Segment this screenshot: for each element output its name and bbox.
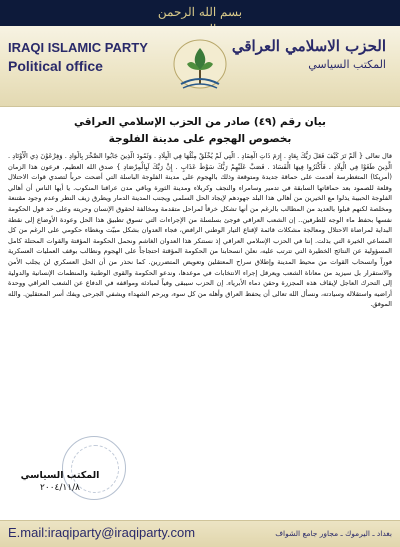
party-name-en: IRAQI ISLAMIC PARTY [8,40,148,55]
statement-title: بيان رقم (٤٩) صادر من الحزب الإسلامي العراقي [74,116,326,128]
footer-email[interactable]: E.mail:iraqiparty@iraqiparty.com [8,525,196,540]
office-name-ar: المكتب السياسي [308,58,386,71]
footer [0,520,400,547]
top-calligraphy: بسم الله الرحمن [157,5,243,19]
top-band [0,0,400,26]
office-name-en: Political office [8,58,103,74]
letterhead [0,26,400,107]
signature-office: المكتب السياسي [20,470,100,481]
statement-body: قال تعالى { أَلَمْ تَرَ كَيْفَ فَعَلَ رَبُّكَ بِعَادٍ . إِرَمَ ذَاتِ الْعِمَادِ . الَّتِي لَمْ يُخْلَقْ مِثْلُهَا فِي الْبِلَادِ . وَثَمُودَ الَّذِينَ جَابُوا الصَّخْرَ بِالْوَادِ . وَفِرْعَوْنَ ذِي الْأَوْتَادِ . الَّذِينَ طَغَوْا فِي الْبِلَادِ . فَأَكْثَرُوا فِيهَا الْفَسَادَ . فَصَبَّ عَلَيْهِمْ رَبُّكَ سَوْطَ عَذَابٍ . إِنَّ رَبَّكَ لَبِالْمِرْصَادِ } صدق الله العظيم. فرعون هذا الزمان (أمريكا) المتغطرسة أقدمت على حماقة جديدة ومتوقعة وذلك بالهجوم على مدينة الفلوجة الباسلة التي أضحت حرباً لتصدي قوات الاحتلال وقلعة للصمود بعد حماقاتها السابقة في تدمير وسامراء والنجف وكربلاء ومدينة الثورة وباقي مدن عراقنا المنكوب. يا أيها الناس أن أهالي الفلوجة الحبيبة يذلوا مع الخيرين من أهالي هذا البلد جهودهم لإيجاد الحل السلمي ويجنب المدينة الدمار ويطرق زيف النظر وعدم وجود مقتنعة ومخلصة لكنهم قبلوا بالعديد من المطالب بالرغم من أنها تشكل خرقاً لمراحل متقدمة ومخالفة لحقوق الإنسان وحريته وعلى حد قول الحكومة نفسها بحفظ ماء الوجه للطرفين.. إن الشعب العراقي فوجئ بسلسلة من الإجراءات التي تسوق تطبيق هذا الحل وعودة الأوضاع إلى نقطة البداية لمراضاة الاحتلال ومعالجة مشكلات قائمة لإقناع التيار الوطني الرافض، فجاء العدوان بشكل مبيّت وبغطاء حكومي على الرغم من كل المساعي الخيرة التي بذلت. إننا في الحزب الإسلامي العراقي إذ نستنكر هذا العدوان الغاشم ونحمل الحكومة المؤقتة والقوات المحتلة كامل المسؤولية عن النتائج الخطيرة التي تترتب عليه، نعلن انسحابنا من الحكومة المؤقتة احتجاجاً على الهجوم ونطالب بوقف العمليات العسكرية فوراً وانسحاب القوات من محيط المدينة وإطلاق سراح المعتقلين وتعويض المتضررين. كما نحذر من أن الحل العسكري لن يجلب الأمن والاستقرار بل سيزيد من معاناة الشعب ويعرقل إجراء الانتخابات في موعدها، وندعو الحكومة والقوى الوطنية والمنظمات الإنسانية والدولية إلى التحرك العاجل لإيقاف هذه المجزرة وحقن دماء الأبرياء. إن الحزب سيبقى وفياً لمبادئه ومواقفه في الدفاع عن الشعب العراقي ووحدة أراضيه واستقلاله وسيادته، ونسأل الله تعالى أن يحفظ العراق وأهله من كل سوء، ويرحم الشهداء ويشفي الجرحى ويفك أسر المعتقلين. والله الموفق. [8,152,392,309]
signature-date: ٢٠٠٤/١١/٨ [40,483,80,493]
statement-subtitle: بخصوص الهجوم على مدينة الفلوجة [108,133,292,145]
footer-address: بغداد ـ اليرموك ـ مجاور جامع الشواف [275,529,392,538]
party-emblem-icon [165,34,235,98]
party-name-ar: الحزب الاسلامي العراقي [231,37,386,55]
signature-block [14,470,106,493]
